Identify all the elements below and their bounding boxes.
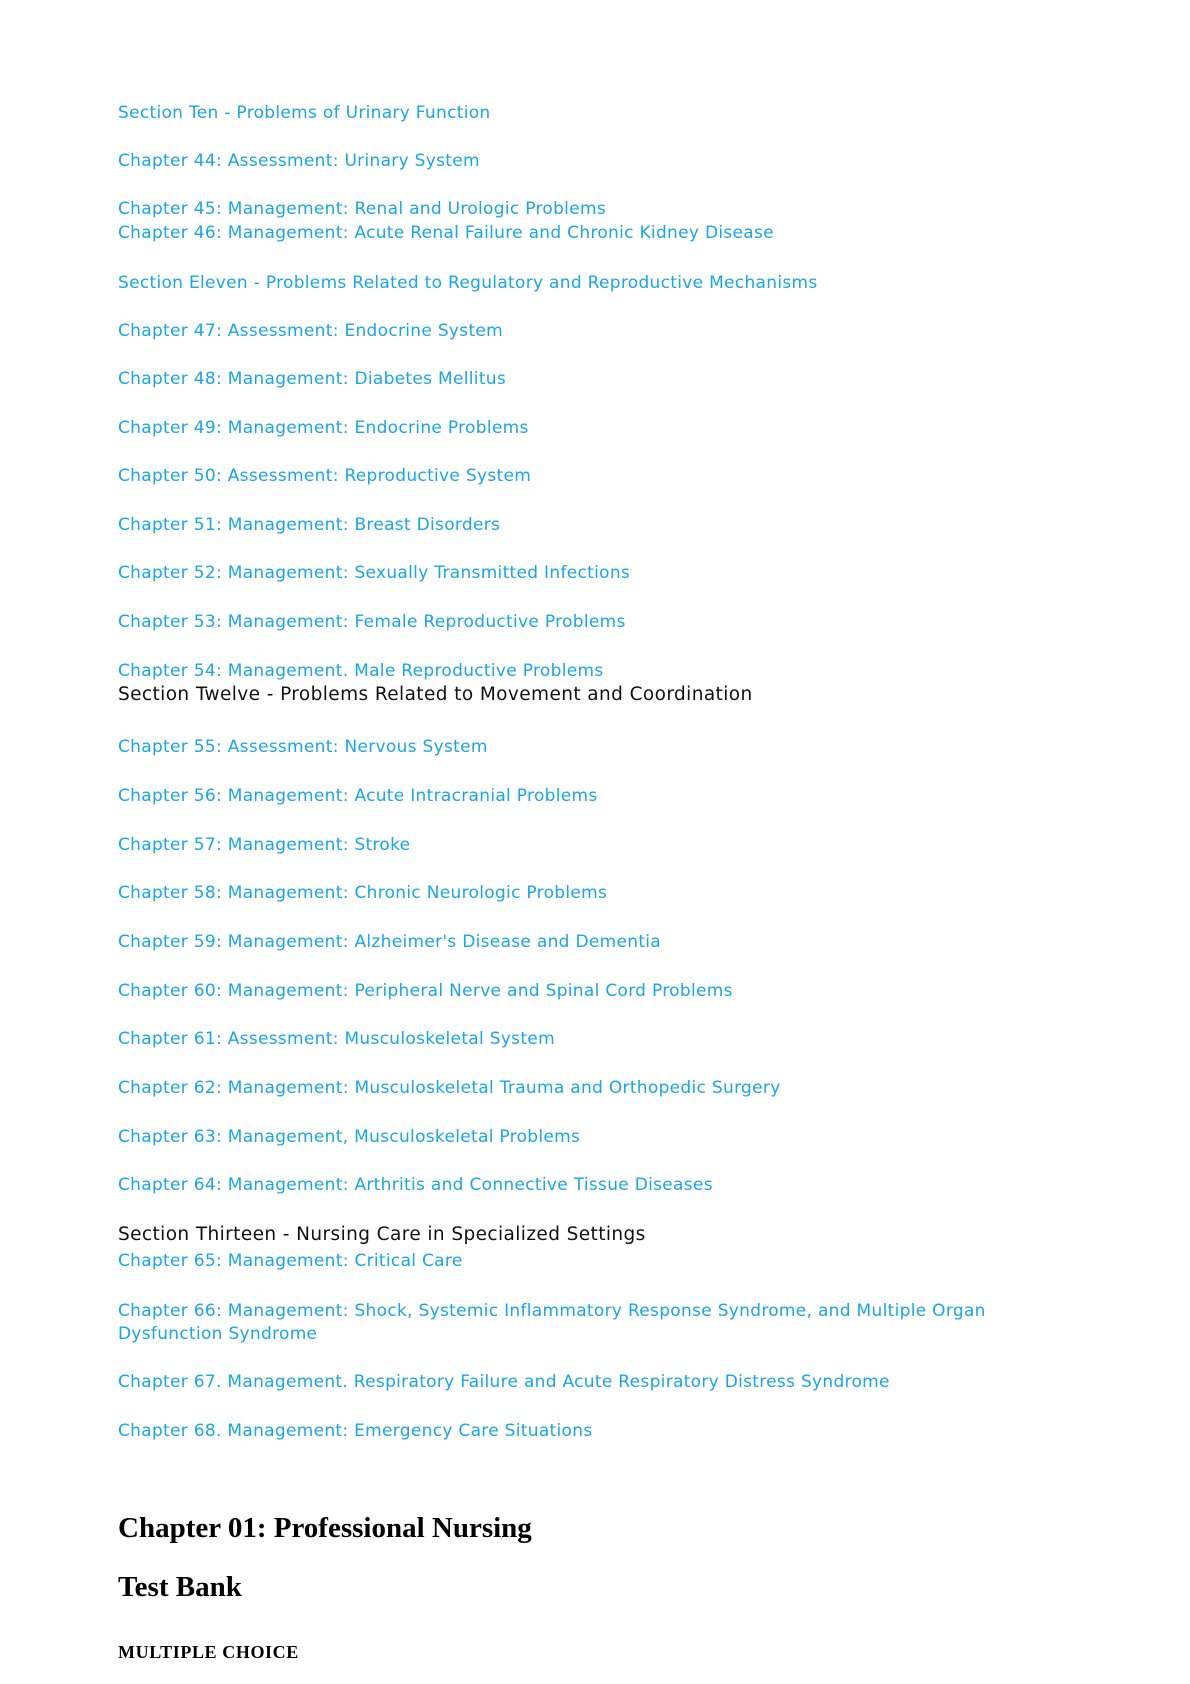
toc-link-chapter-52[interactable]: Chapter 52: Management: Sexually Transmitted Infections (118, 563, 631, 583)
toc-link-chapter-50[interactable]: Chapter 50: Assessment: Reproductive System (118, 466, 532, 486)
toc-link-chapter-55[interactable]: Chapter 55: Assessment: Nervous System (118, 737, 488, 757)
toc-link-chapter-58[interactable]: Chapter 58: Management: Chronic Neurologic Problems (118, 883, 608, 903)
test-bank-title: Test Bank (118, 1571, 242, 1603)
toc-link-chapter-62[interactable]: Chapter 62: Management: Musculoskeletal Trauma and Orthopedic Surgery (118, 1078, 781, 1098)
section-thirteen-heading: Section Thirteen - Nursing Care in Specialized Settings (118, 1224, 646, 1245)
toc-link-chapter-66-continued[interactable]: Dysfunction Syndrome (118, 1324, 318, 1344)
toc-link-chapter-61[interactable]: Chapter 61: Assessment: Musculoskeletal System (118, 1029, 555, 1049)
toc-link-chapter-45[interactable]: Chapter 45: Management: Renal and Urologic Problems (118, 199, 606, 219)
toc-link-section-eleven[interactable]: Section Eleven - Problems Related to Regulatory and Reproductive Mechanisms (118, 273, 818, 293)
section-twelve-heading: Section Twelve - Problems Related to Movement and Coordination (118, 684, 753, 705)
toc-link-chapter-68[interactable]: Chapter 68. Management: Emergency Care Situations (118, 1421, 593, 1441)
chapter-title: Chapter 01: Professional Nursing (118, 1512, 532, 1544)
toc-link-chapter-46[interactable]: Chapter 46: Management: Acute Renal Failure and Chronic Kidney Disease (118, 223, 774, 243)
toc-link-chapter-47[interactable]: Chapter 47: Assessment: Endocrine System (118, 321, 504, 341)
toc-link-chapter-66[interactable]: Chapter 66: Management: Shock, Systemic Inflammatory Response Syndrome, and Multiple Organ (118, 1301, 986, 1321)
toc-link-chapter-63[interactable]: Chapter 63: Management, Musculoskeletal Problems (118, 1127, 581, 1147)
toc-link-chapter-51[interactable]: Chapter 51: Management: Breast Disorders (118, 515, 501, 535)
toc-link-chapter-65[interactable]: Chapter 65: Management: Critical Care (118, 1251, 463, 1271)
toc-link-chapter-59[interactable]: Chapter 59: Management: Alzheimer's Disease and Dementia (118, 932, 662, 952)
question-type-label: MULTIPLE CHOICE (118, 1642, 299, 1662)
toc-link-chapter-54[interactable]: Chapter 54: Management. Male Reproductive Problems (118, 661, 604, 681)
toc-link-chapter-60[interactable]: Chapter 60: Management: Peripheral Nerve and Spinal Cord Problems (118, 981, 733, 1001)
toc-link-chapter-67[interactable]: Chapter 67. Management. Respiratory Failure and Acute Respiratory Distress Syndrome (118, 1372, 890, 1392)
toc-link-chapter-64[interactable]: Chapter 64: Management: Arthritis and Connective Tissue Diseases (118, 1175, 713, 1195)
toc-link-chapter-48[interactable]: Chapter 48: Management: Diabetes Mellitus (118, 369, 507, 389)
toc-link-chapter-57[interactable]: Chapter 57: Management: Stroke (118, 835, 411, 855)
toc-link-chapter-49[interactable]: Chapter 49: Management: Endocrine Problems (118, 418, 529, 438)
toc-link-chapter-56[interactable]: Chapter 56: Management: Acute Intracranial Problems (118, 786, 598, 806)
toc-link-chapter-44[interactable]: Chapter 44: Assessment: Urinary System (118, 151, 480, 171)
toc-link-chapter-53[interactable]: Chapter 53: Management: Female Reproductive Problems (118, 612, 626, 632)
toc-link-section-ten[interactable]: Section Ten - Problems of Urinary Function (118, 103, 491, 123)
